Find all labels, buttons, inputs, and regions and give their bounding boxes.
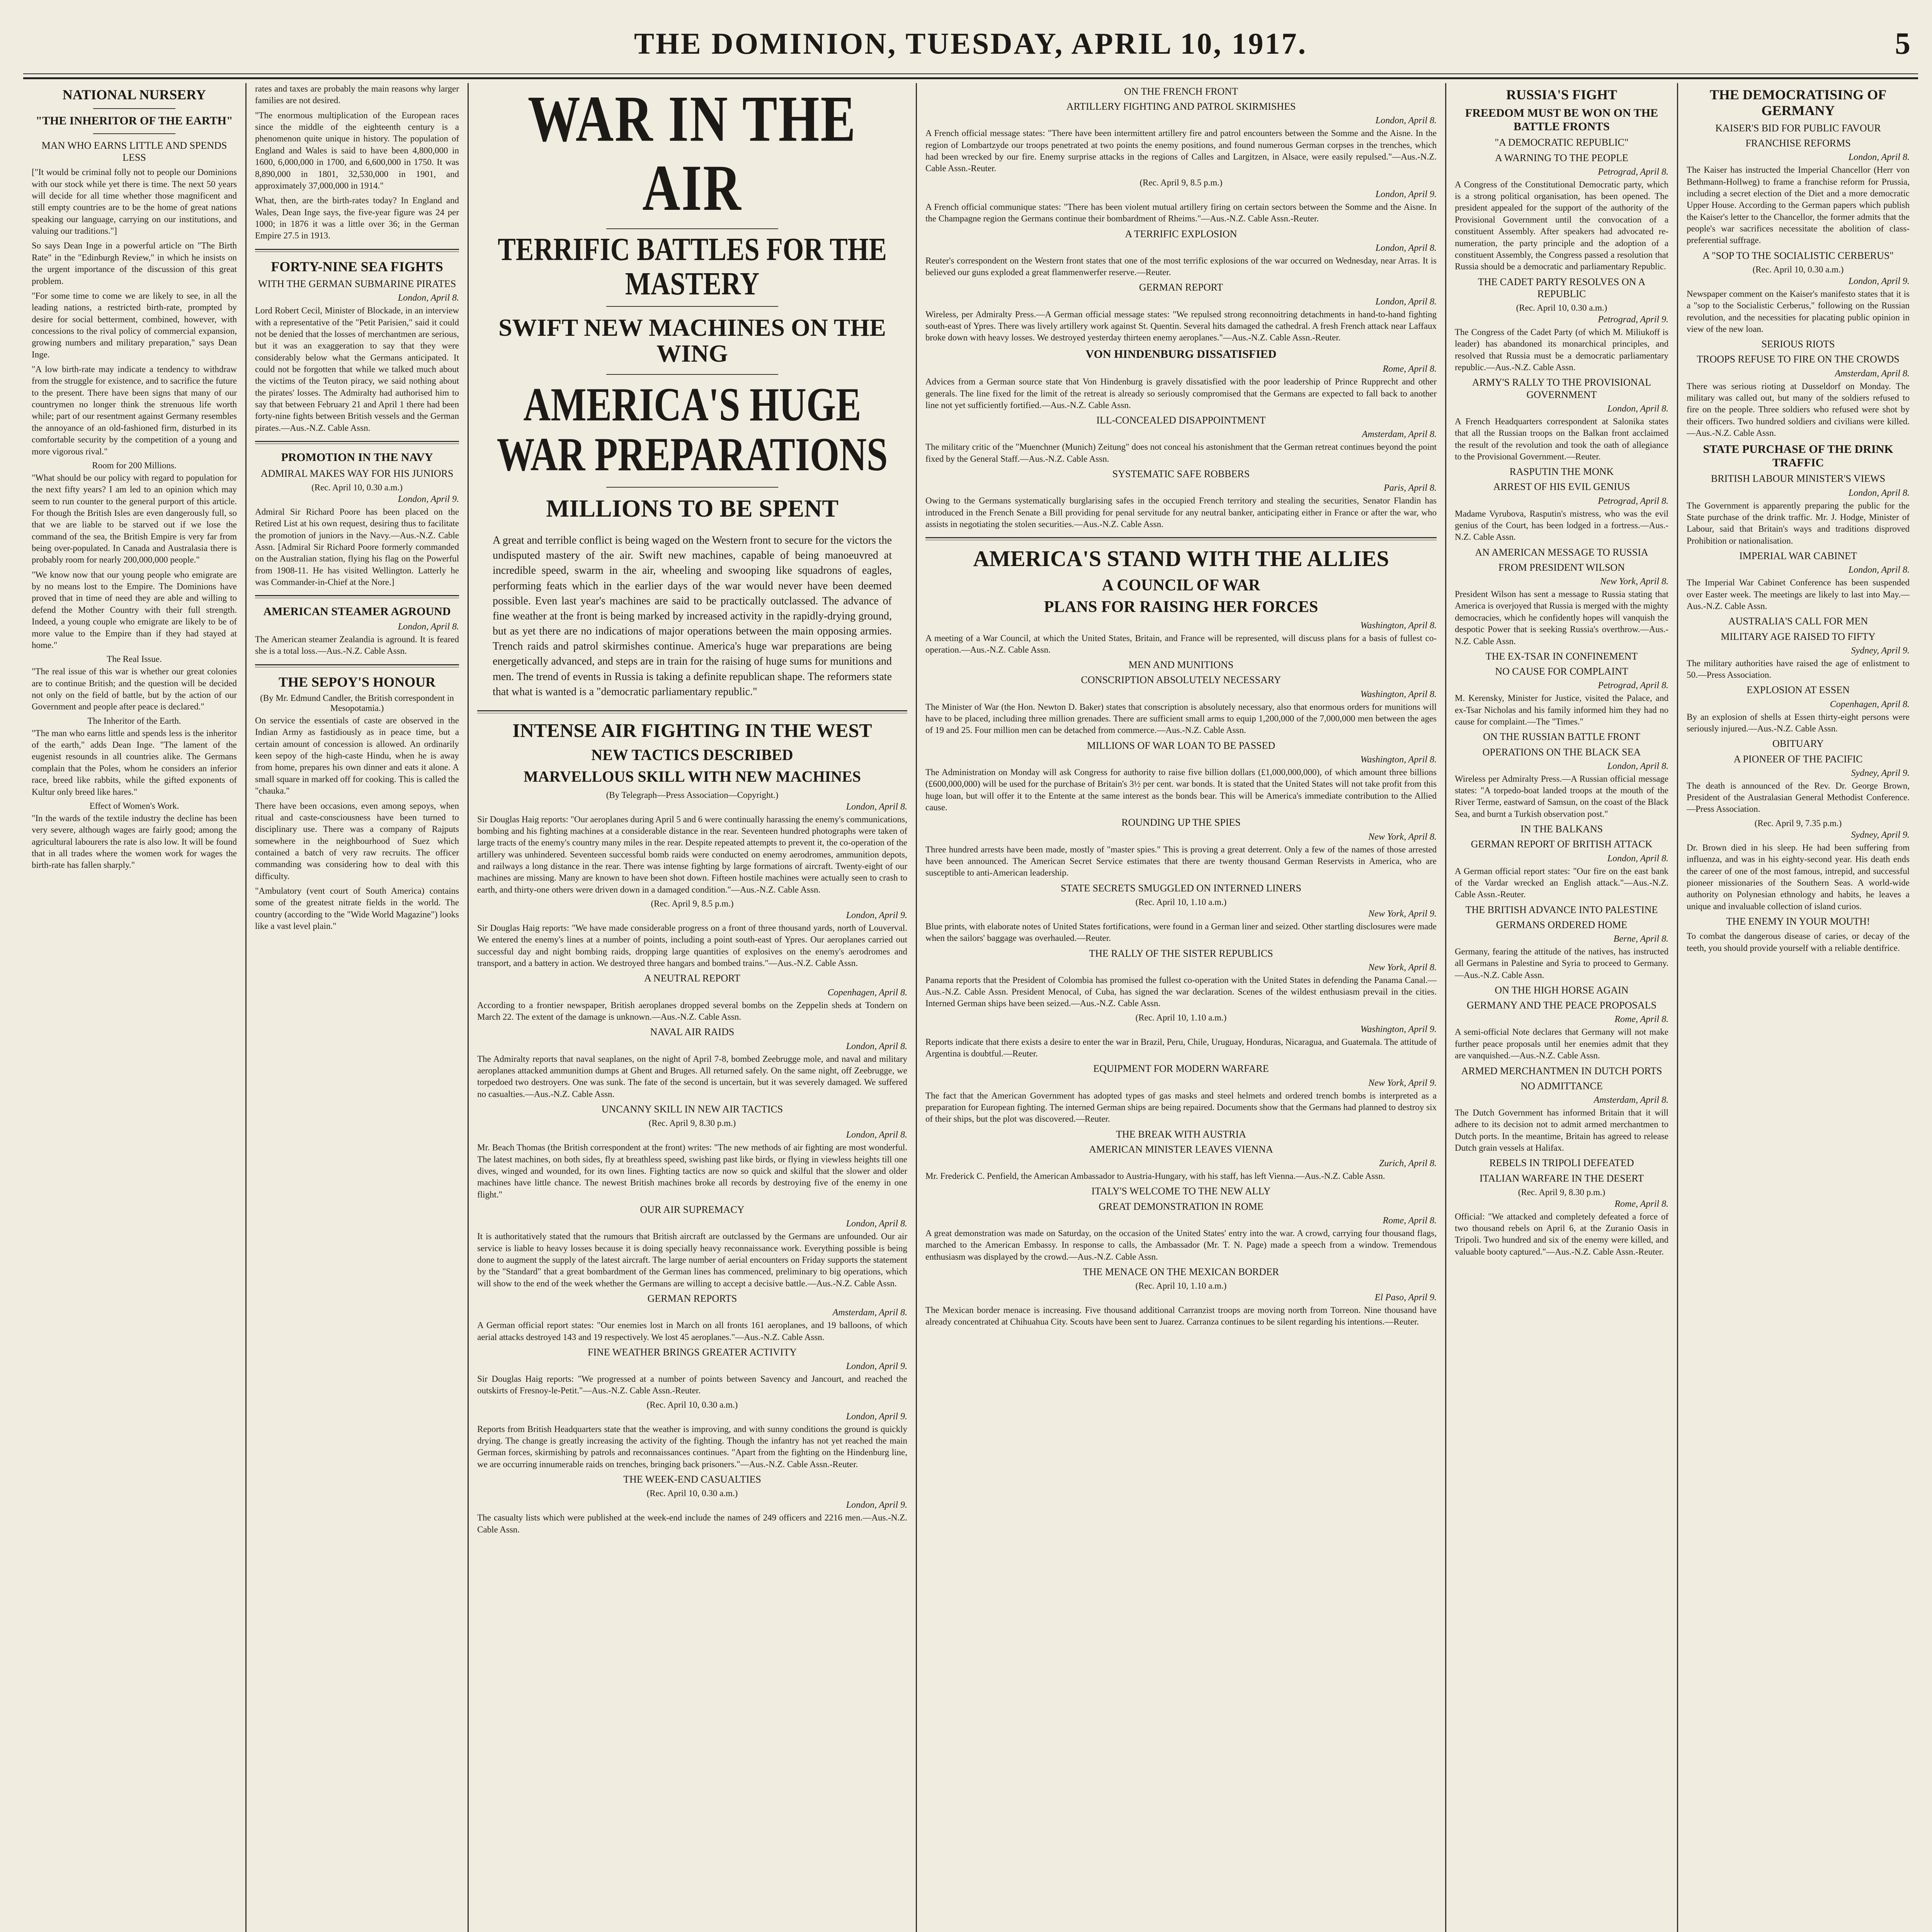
paragraph: Blue prints, with elaborate notes of United States fortifications, were found in a German liner and seized. Other startling disclosures were made when the sailors' baggage was overhauled.—Reuter. <box>925 921 1437 943</box>
dateline: Washington, April 8. <box>1360 754 1437 765</box>
paragraph: "The real issue of this war is whether our great colonies are to continue British; and the question will be decided not only on the field of battle, but by the action of our Government and people after peace is declared." <box>32 667 237 712</box>
subheadline: GERMAN REPORT <box>1139 282 1223 293</box>
divider <box>477 710 907 713</box>
dateline: El Paso, April 9. <box>1374 1293 1437 1303</box>
dateline: London, April 9. <box>846 1411 907 1422</box>
subheadline: GERMAN REPORTS <box>647 1293 737 1304</box>
subheadline: ARMED MERCHANTMEN IN DUTCH PORTS <box>1461 1065 1662 1077</box>
dateline: London, April 9. <box>1375 189 1437 199</box>
main-banner: WAR IN THE AIR <box>527 83 857 224</box>
copyright-note: (By Telegraph—Press Association—Copyright.) <box>606 790 779 800</box>
paragraph: Sir Douglas Haig reports: "Our aeroplanes during April 5 and 6 were continually harassing the enemy's communications, bombing and his fighting machines at a considerable distance in the rear. Seventeen hundred photographs were taken of large tracts of the enemy's country many miles in the rear. Despite repeated attempts to prevent it, the co-operation of the artillery was unhindered. Seventeen successful bomb raids were conducted on enemy aerodromes, ammunition depots, and railways a long distance in the rear. There was intense fighting by large formations of aircraft. Twenty-eight of our machines are missing. Many are known to have been shot down. Fifteen hostile machines were actually seen to crash to earth, and thirty-one others were driven down in a damaged condition."—Aus.-N.Z. Cable Assn. <box>477 814 907 895</box>
paragraph: Germany, fearing the attitude of the natives, has instructed all Germans in Palestine and Syria to proceed to Germany.—Aus.-N.Z. Cable Assn. <box>1455 946 1668 980</box>
dateline: Washington, April 8. <box>1360 689 1437 699</box>
subheadline: MAN WHO EARNS LITTLE AND SPENDS LESS <box>41 139 227 163</box>
subheadline: ON THE FRENCH FRONT <box>1124 86 1238 97</box>
paragraph: The military authorities have raised the age of enlistment to 50.—Press Association. <box>1687 658 1910 680</box>
headline: FORTY-NINE SEA FIGHTS <box>271 259 443 274</box>
subheadline: A "SOP TO THE SOCIALISTIC CERBERUS" <box>1702 250 1894 261</box>
columns <box>23 83 1918 1932</box>
subheadline: THE ENEMY IN YOUR MOUTH! <box>1726 915 1870 927</box>
dateline: London, April 8. <box>1607 403 1668 414</box>
dateline: London, April 8. <box>1848 565 1910 575</box>
dateline: Sydney, April 9. <box>1851 768 1910 778</box>
paragraph: By an explosion of shells at Essen thirty-eight persons were seriously injured.—Aus.-N.Z. Cable Assn. <box>1687 712 1910 733</box>
paragraph: The Imperial War Cabinet Conference has been suspended over Easter week. The meetings are likely to last into May.—Aus.-N.Z. Cable Assn. <box>1687 578 1910 611</box>
masthead-title: THE DOMINION, TUESDAY, APRIL 10, 1917. <box>634 27 1307 60</box>
paragraph: rates and taxes are probably the main reasons why larger families are not desired. <box>255 84 459 105</box>
subheadline: THE BRITISH ADVANCE INTO PALESTINE <box>1465 904 1658 915</box>
lead-summary: A great and terrible conflict is being waged on the Western front to secure for the victors the undisputed mastery of the air. Swift new machines, capable of being manoeuvred at incredible speed, swarm in the air, wheeling and swooping like squadrons of eagles, performing feats which in the earlier days of the war would never have been deemed possible. Even last year's machines are said to be practically outclassed. The advance of fine weather at the front is being marked by increased activity in the rapidly-drying ground, but as yet there are no indications of major operations between the main opposing armies. Trench raids and patrol skirmishes continue. America's huge war preparations are being energetically advanced, and steps are in train for the raising of huge sums for munitions and men. The trend of events in Russia is taking a definite republican shape. The reformers state that what is wanted is a "democratic parliamentary republic." <box>493 534 892 698</box>
subheadline: NO CAUSE FOR COMPLAINT <box>1495 666 1628 677</box>
subheadline: OPERATIONS ON THE BLACK SEA <box>1482 746 1641 758</box>
column-4 <box>916 83 1445 1932</box>
dateline: Berne, April 8. <box>1613 934 1668 944</box>
dateline: New York, April 9. <box>1368 1078 1437 1088</box>
paragraph: Reports indicate that there exists a desire to enter the war in Brazil, Peru, Chile, Uruguay, Honduras, Nicaragua, and Guatemala. The attitude of Argentina is doubtful.—Reuter. <box>925 1037 1437 1059</box>
dateline: Petrograd, April 8. <box>1598 496 1668 506</box>
subheadline: ARMY'S RALLY TO THE PROVISIONAL GOVERNMENT <box>1472 377 1651 400</box>
subheadline: KAISER'S BID FOR PUBLIC FAVOUR <box>1715 122 1881 134</box>
subheadline: FRANCHISE REFORMS <box>1745 137 1851 149</box>
paragraph: The casualty lists which were published at the week-end include the names of 249 officers and 2216 men.—Aus.-N.Z. Cable Assn. <box>477 1513 907 1534</box>
column-5 <box>1445 83 1677 1932</box>
subheadline: SYSTEMATIC SAFE ROBBERS <box>1112 468 1250 480</box>
paragraph: "The man who earns little and spends less is the inheritor of the earth," adds Dean Inge. "The lament of the eugenist resounds in all countries alike. The Germans complain that the Poles, whom he considers an inferior race, breed like rabbits, while the gifted exponents of Kultur only breed like hares." <box>32 728 237 797</box>
banner-subhead: SWIFT NEW MACHINES ON THE WING <box>498 313 886 367</box>
paragraph: M. Kerensky, Minister for Justice, visited the Palace, and ex-Tsar Nicholas and his family informed him they had no cause for complaint.—The "Times." <box>1455 693 1668 726</box>
subheadline: NO ADMITTANCE <box>1520 1080 1603 1092</box>
divider <box>606 228 778 229</box>
paragraph: The Minister of War (the Hon. Newton D. Baker) states that conscription is absolutely necessary, also that enormous orders for munitions will have to be placed, including three million grenades. There are sufficient small arms to equip 1,200,000 of the 7,000,000 men between the ages of 19 and 25. Four million men can be detached from commerce.—Aus.-N.Z. Cable Assn. <box>925 702 1437 735</box>
subheadline: CONSCRIPTION ABSOLUTELY NECESSARY <box>1081 674 1281 686</box>
divider <box>606 487 778 488</box>
subheadline: RASPUTIN THE MONK <box>1509 466 1614 478</box>
paragraph: The Government is apparently preparing the public for the State purchase of the drink traffic. Mr. J. Hodge, Minister of Labour, said that Britain's ways and traditions disproved Prohibition or nationalisation. <box>1687 500 1910 546</box>
subheadline: NAVAL AIR RAIDS <box>650 1026 735 1038</box>
subheadline: REBELS IN TRIPOLI DEFEATED <box>1489 1157 1634 1169</box>
dateline: Rome, April 8. <box>1383 1215 1437 1226</box>
dateline: London, April 8. <box>1375 243 1437 253</box>
paragraph: Reports from British Headquarters state that the weather is improving, and with sunny conditions the ground is quickly drying. The change is greatly increasing the activity of the fighting. Though the infantry has not yet reached the main German forces, skirmishing by patrols and reconnaissances continues. "Apart from the fighting on the Hindenburg line, we are occurring innumerable raids on trenches, bringing back prisoners."—Aus.-N.Z. Cable Assn.-Reuter. <box>477 1424 907 1469</box>
banner-subhead: TERRIFIC BATTLES FOR THE MASTERY <box>498 231 887 302</box>
subheadline: ARREST OF HIS EVIL GENIUS <box>1493 481 1630 493</box>
section-heading: The Real Issue. <box>107 654 162 664</box>
dateline: London, April 8. <box>846 801 907 812</box>
divider <box>925 537 1437 540</box>
subheadline: OUR AIR SUPREMACY <box>640 1204 745 1215</box>
subheadline: IMPERIAL WAR CABINET <box>1739 550 1857 562</box>
banner-subhead: PLANS FOR RAISING HER FORCES <box>1044 598 1318 616</box>
subheadline: THE EX-TSAR IN CONFINEMENT <box>1485 650 1638 662</box>
paragraph: Dr. Brown died in his sleep. He had been suffering from influenza, and was in his eighty-second year. His death ends the career of one of the most famous, intrepid, and successful pioneer missionaries of the Southern Seas. A world-wide authority on Polynesian ethnology and habits, he leaves a unique and invaluable collection of island curios. <box>1687 842 1910 911</box>
paragraph: A Congress of the Constitutional Democratic party, which is a strong political organisation, has been opened. The president appealed for the support of the authority of the Provisional Government until the convocation of a constituent Assembly. After speakers had advocated re-numeration, the party principle and the adoption of a constituent Assembly, the Congress passed a resolution that Russia should be a democratic and parliamentary Republic. <box>1455 179 1668 272</box>
paragraph: The military critic of the "Muenchner (Munich) Zeitung" does not conceal his astonishment that the German retreat continues beyond the point fixed by the General Staff.—Aus.-N.Z. Cable Assn. <box>925 442 1437 464</box>
dateline: Sydney, April 9. <box>1851 830 1910 840</box>
dateline: Zurich, April 8. <box>1379 1158 1437 1169</box>
subheadline: FROM PRESIDENT WILSON <box>1498 561 1625 573</box>
subheadline: THE RALLY OF THE SISTER REPUBLICS <box>1089 947 1273 959</box>
headline: NATIONAL NURSERY <box>62 87 206 102</box>
paragraph: "We know now that our young people who emigrate are by no means lost to the Empire. The Dominions have proved that in time of need they are able and willing to defend the Mother Country with their full strength. Indeed, a young couple who emigrate are likely to be of more value to the Empire than if they had stayed at home." <box>32 570 237 650</box>
divider <box>255 664 459 667</box>
dateline: London, April 9. <box>1848 276 1910 286</box>
dateline: Amsterdam, April 8. <box>832 1308 907 1318</box>
subheadline: A PIONEER OF THE PACIFIC <box>1733 753 1863 765</box>
subheadline: GERMANY AND THE PEACE PROPOSALS <box>1466 1000 1657 1011</box>
paragraph: "Ambulatory (vent court of South America) contains some of the greatest nitrate fields in the world. The country (according to the "Wide World Magazine") looks like a vast level plain." <box>255 886 459 931</box>
subheadline: BRITISH LABOUR MINISTER'S VIEWS <box>1711 473 1886 485</box>
paragraph: Mr. Frederick C. Penfield, the American Ambassador to Austria-Hungary, with his staff, has left Vienna.—Aus.-N.Z. Cable Assn. <box>925 1171 1385 1181</box>
dateline: London, April 9. <box>846 1361 907 1372</box>
subheadline: "THE INHERITOR OF THE EARTH" <box>36 114 233 128</box>
section-heading: Effect of Women's Work. <box>89 801 179 811</box>
paragraph: Panama reports that the President of Colombia has promised the fullest co-operation with the United States in defending the Panama Canal.—Aus.-N.Z. Cable Assn. President Menocal, of Cuba, has signed the war declaration. Scenes of the wildest enthusiasm prevail in the cities. Interned German ships have been seized.—Aus.-N.Z. Cable Assn. <box>925 975 1437 1009</box>
subheadline: MARVELLOUS SKILL WITH NEW MACHINES <box>524 767 861 785</box>
dateline: London, April 8. <box>1375 116 1437 126</box>
subheadline: "A DEMOCRATIC REPUBLIC" <box>1495 137 1629 148</box>
paragraph: Reuter's correspondent on the Western front states that one of the most terrific explosions of the war occurred on Wednesday, near Arras. It is believed our guns exploded a great flammenwerfer reserve.—Reuter. <box>925 255 1437 277</box>
masthead-rule <box>23 73 1918 74</box>
dateline: London, April 8. <box>846 1041 907 1051</box>
column-3 <box>468 83 916 1932</box>
paragraph: Sir Douglas Haig reports: "We have made considerable progress on a front of three thousand yards, north of Louverval. We entered the enemy's lines at a number of points, including a point south-east of Ypres. Our aeroplanes carried out successful day and night bombing raids, dropping large quantities of explosives on the enemy's aerodromes and transport, and a battery in action. We destroyed three hangars and bombed trains."—Aus.-N.Z. Cable Assn. <box>477 923 907 968</box>
paragraph: Lord Robert Cecil, Minister of Blockade, in an interview with a representative of the "Petit Parisien," said it could not be denied that the losses of merchantmen are serious, but it was an exaggeration to say that they were considerably below what the Germans anticipated. It could not be forgotten that while we talked much about the victims of the Teuton piracy, we said nothing about the pirates' losses. The Admiralty had authorised him to say that between February 21 and April 1 there had been forty-nine fights between British vessels and the German pirates.—Aus.-N.Z. Cable Assn. <box>255 306 459 433</box>
paragraph: So says Dean Inge in a powerful article on "The Birth Rate" in the "Edinburgh Review," in which he insists on the urgent importance of the discussion of this great problem. <box>32 241 237 286</box>
headline: THE SEPOY'S HONOUR <box>278 674 436 690</box>
paragraph: "A low birth-rate may indicate a tendency to withdraw from the struggle for existence, and to sacrifice the future to the present. There have been signs that many of our countrymen no longer think the strenuous life worth while; part of our resentment against Germany resembles the annoyance of an old-fashioned firm, disturbed in its comfortable security by the competition of a young and more vigorous rival." <box>32 364 237 456</box>
paragraph: It is authoritatively stated that the rumours that British aircraft are outclassed by the Germans are unfounded. Our air service is liable to heavy losses because it is doing specially heavy reconnaissance work. Everything possible is being done to augment the supply of the latest aircraft. The large number of aerial encounters on Friday supports the statement by the "Standard" that a great bombardment of the German lines has commenced, preliminary to big operations, which will show to the end of the week whether the Germans are willing to accept a decisive battle.—Aus.-N.Z. Cable Assn. <box>477 1231 907 1288</box>
headline: INTENSE AIR FIGHTING IN THE WEST <box>512 719 872 741</box>
subheadline: ITALIAN WARFARE IN THE DESERT <box>1479 1172 1644 1184</box>
paragraph: A German official report states: "Our fire on the east bank of the Vardar wrecked an English attack."—Aus.-N.Z. Cable Assn.-Reuter. <box>1455 866 1668 900</box>
banner-headline: AMERICA'S STAND WITH THE ALLIES <box>973 546 1389 571</box>
subheadline: THE WEEK-END CASUALTIES <box>623 1474 761 1485</box>
subheadline: ON THE RUSSIAN BATTLE FRONT <box>1483 731 1640 743</box>
received-note: (Rec. April 9, 7.35 p.m.) <box>1754 818 1842 828</box>
subheadline: EXPLOSION AT ESSEN <box>1747 684 1850 696</box>
paragraph: The Dutch Government has informed Britain that it will adhere to its decision not to admit armed merchantmen to Dutch ports. In the meantime, Britain has agreed to release Dutch grain vessels at Halifax. <box>1455 1107 1668 1153</box>
paragraph: "What should be our policy with regard to population for the next fifty years? I am led to an opinion which may seem to run counter to the general purport of this article. For though the British Isles are even dangerously full, so that we are liable to be starved out if we lose the command of the sea, the British Empire is very far from being over-populated. In Canada and Australasia there is probably room for nearly 200,000,000 people." <box>32 473 237 565</box>
subheadline: AN AMERICAN MESSAGE TO RUSSIA <box>1475 546 1648 558</box>
subheadline: THE CADET PARTY RESOLVES ON A REPUBLIC <box>1478 276 1646 299</box>
paragraph: A semi-official Note declares that Germany will not make further peace proposals until her enemies admit that they are vanquished.—Aus.-N.Z. Cable Assn. <box>1455 1027 1668 1061</box>
subheadline: IN THE BALKANS <box>1520 823 1603 835</box>
received-note: (Rec. April 9, 8.30 p.m.) <box>648 1118 736 1128</box>
banner-subhead: A COUNCIL OF WAR <box>1102 577 1260 595</box>
paragraph: The fact that the American Government has adopted types of gas masks and steel helmets and ordered trench bombs is interpreted as a preparation for European fighting. The interned German ships are being repaired. Documents show that the Germans had planned to destroy six of their ships, but the plot was discovered.—Reuter. <box>925 1090 1437 1124</box>
subheadline: OBITUARY <box>1772 738 1824 750</box>
dateline: New York, April 8. <box>1600 577 1668 587</box>
headline: STATE PURCHASE OF THE DRINK TRAFFIC <box>1703 443 1893 469</box>
column-6 <box>1677 83 1918 1932</box>
paragraph: Owing to the Germans systematically burglarising safes in the occupied French territory and stealing the securities, Senator Flandin has introduced in the French Senate a Bill providing for penal servitude for any neutral banker, anticipating either in France or after the war, who assists in negotiating the stolen securities.—Aus.-N.Z. Cable Assn. <box>925 496 1437 529</box>
dateline: Sydney, April 9. <box>1851 645 1910 656</box>
paragraph: Admiral Sir Richard Poore has been placed on the Retired List at his own request, desiring thus to facilitate the promotion of juniors in the Navy.—Aus.-N.Z. Cable Assn. [Admiral Sir Richard Poore formerly commanded on the Australian station, flying his flag on the Powerful from 1908-11. He has visited Wellington. Latterly he was Commander-in-Chief at the Nore.] <box>255 507 459 587</box>
paragraph: The Congress of the Cadet Party (of which M. Miliukoff is leader) has abandoned its monarchical principles, and resolved that Russia must be a democratic parliamentary republic.—Aus.-N.Z. Cable Assn. <box>1455 327 1668 372</box>
dateline: London, April 8. <box>1607 761 1668 771</box>
paragraph: What, then, are the birth-rates today? In England and Wales, Dean Inge says, the five-year figure was 24 per 1000; in 1876 it was a little over 36; in the German Empire 27.5 in 1913. <box>255 196 459 241</box>
subheadline: SERIOUS RIOTS <box>1761 338 1835 350</box>
paragraph: A German official report states: "Our enemies lost in March on all fronts 161 aeroplanes, and 19 balloons, of which aerial attacks destroyed 143 and 19 respectively. We lost 45 aeroplanes."—Aus.-N.Z. Cable Assn. <box>477 1320 907 1342</box>
paragraph: Sir Douglas Haig reports: "We progressed at a number of points between Savency and Jancourt, and reached the outskirts of Fresnoy-le-Petit."—Aus.-N.Z. Cable Assn.-Reuter. <box>477 1374 907 1396</box>
dateline: London, April 8. <box>398 293 459 303</box>
paragraph: "For some time to come we are likely to see, in all the leading nations, a restricted birth-rate, prompted by desire for social betterment, combined, however, with concessions to the rival policy of commercial expansion, growing numbers and military preparation," says Dean Inge. <box>32 291 237 359</box>
subheadline: MEN AND MUNITIONS <box>1128 659 1234 671</box>
banner-headline: AMERICA'S HUGE WAR PREPARATIONS <box>497 379 888 481</box>
headline: THE DEMOCRATISING OF GERMANY <box>1709 87 1887 119</box>
divider <box>255 595 459 598</box>
dateline: Washington, April 8. <box>1360 620 1437 631</box>
dateline: London, April 9. <box>846 1500 907 1510</box>
paragraph: There was serious rioting at Dusseldorf on Monday. The military was called out, but many of the soldiers refused to fire on the people. Three soldiers who refused were shot by their officers. Two hundred soldiers and civilians were killed.—Aus.-N.Z. Cable Assn. <box>1687 381 1910 438</box>
received-note: (Rec. April 9, 8.30 p.m.) <box>1518 1187 1605 1197</box>
subheadline: UNCANNY SKILL IN NEW AIR TACTICS <box>601 1103 783 1115</box>
paragraph: There have been occasions, even among sepoys, when ritual and caste-consciousness have been turned to disciplinary use. There was a company of Rajputs somewhere in the neighbourhood of Suez which contained a batch of very raw recruits. The officer commanding was considering how to deal with this difficulty. <box>255 801 459 881</box>
subheadline: THE MENACE ON THE MEXICAN BORDER <box>1083 1266 1279 1277</box>
subheadline: ILL-CONCEALED DISAPPOINTMENT <box>1096 415 1266 426</box>
subheadline: ITALY'S WELCOME TO THE NEW ALLY <box>1091 1185 1271 1197</box>
received-note: (Rec. April 10, 0.30 a.m.) <box>1752 264 1844 274</box>
subheadline: ON THE HIGH HORSE AGAIN <box>1495 985 1629 996</box>
received-note: (Rec. April 10, 0.30 a.m.) <box>646 1488 738 1498</box>
dateline: London, April 8. <box>1375 296 1437 307</box>
divider <box>93 108 175 109</box>
subheadline: GERMANS ORDERED HOME <box>1496 919 1628 930</box>
dateline: London, April 9. <box>846 910 907 921</box>
dateline: New York, April 8. <box>1368 832 1437 842</box>
paragraph: The American steamer Zealandia is aground. It is feared she is a total loss.—Aus.-N.Z. Cable Assn. <box>255 634 459 656</box>
divider <box>255 249 459 252</box>
dateline: London, April 8. <box>398 621 459 632</box>
subheadline: AMERICAN MINISTER LEAVES VIENNA <box>1089 1143 1273 1155</box>
subheadline: GERMAN REPORT OF BRITISH ATTACK <box>1471 838 1653 850</box>
subheadline: THE BREAK WITH AUSTRIA <box>1116 1128 1246 1140</box>
headline: AMERICAN STEAMER AGROUND <box>263 605 451 618</box>
subheadline: MILITARY AGE RAISED TO FIFTY <box>1721 631 1876 642</box>
subheadline: ADMIRAL MAKES WAY FOR HIS JUNIORS <box>260 468 454 479</box>
paragraph: Madame Vyrubova, Rasputin's mistress, who was the evil genius of the Court, has been lodged in a fortress.—Aus.-N.Z. Cable Assn. <box>1455 509 1668 542</box>
page-number: 5 <box>1895 27 1910 61</box>
paragraph: A French Headquarters correspondent at Salonika states that all the Russian troops on the Balkan front acclaimed the result of the revolution and took the oath of allegiance to the Provisional Government.—Reuter. <box>1455 416 1668 461</box>
subheadline: GREAT DEMONSTRATION IN ROME <box>1099 1201 1264 1212</box>
subheadline: ARTILLERY FIGHTING AND PATROL SKIRMISHES <box>1066 101 1296 112</box>
paragraph: A great demonstration was made on Saturday, on the occasion of the United States' entry into the war. A crowd, carrying four thousand flags, marched to the American Embassy. In response to calls, the Ambassador (Mr. T. N. Page) made a speech from a window. Tremendous enthusiasm was displayed by the crowd.—Aus.-N.Z. Cable Assn. <box>925 1228 1437 1262</box>
received-note: (Rec. April 10, 1.10 a.m.) <box>1135 1012 1227 1022</box>
received-note: (Rec. April 9, 8.5 p.m.) <box>1139 177 1223 187</box>
byline: (By Mr. Edmund Candler, the British correspondent in Mesopotamia.) <box>260 693 454 713</box>
paragraph: A meeting of a War Council, at which the United States, Britain, and France will be represented, will discuss plans for a basis of fullest co-operation.—Aus.-N.Z. Cable Assn. <box>925 633 1437 655</box>
paragraph: The Admiralty reports that naval seaplanes, on the night of April 7-8, bombed Zeebrugge mole, and naval and military aeroplanes attacked ammunition dumps at Ghent and Bruges. All returned safely. On the same night, off Zeebrugge, we torpedoed two destroyers. One was sunk. The fate of the second is uncertain, but it was severely damaged. We suffered no casualties.—Aus.-N.Z. Cable Assn. <box>477 1054 907 1099</box>
section-heading: The Inheritor of the Earth. <box>87 716 181 726</box>
paragraph: Newspaper comment on the Kaiser's manifesto states that it is a "sop to the Socialistic Cerberus," following on the Russian revolution, and the necessities for placating public opinion in view of the new loan. <box>1687 289 1910 334</box>
divider <box>606 374 778 375</box>
dateline: New York, April 9. <box>1368 908 1437 919</box>
received-note: (Rec. April 10, 1.10 a.m.) <box>1135 897 1227 907</box>
paragraph: The Administration on Monday will ask Congress for authority to raise five billion dollars (£1,000,000,000), of which amount three billions (£600,000,000) will be used for the purchase of Britain's 3½ per cent. war bonds. It is stated that the United States will not take profit from this huge loan, but will offer it to the Entente at the same interest as the bonds bear. This will be America's immediate contribution to the Allied cause. <box>925 767 1437 812</box>
subheadline: TROOPS REFUSE TO FIRE ON THE CROWDS <box>1697 354 1900 365</box>
dateline: Amsterdam, April 8. <box>1835 368 1910 379</box>
paragraph: Mr. Beach Thomas (the British correspondent at the front) writes: "The new methods of air fighting are most wonderful. The latest machines, on both sides, fly at breathless speed, swishing past like birds, or flying in viewless heights till one dives, winged and wounded, for its own lines. Fighting tactics are now so quick and skilful that the slower and older machines have little chance. The newest British machines broke all records by destroying five of the enemy in one flight." <box>477 1143 907 1199</box>
dateline: London, April 8. <box>1848 152 1910 163</box>
dateline: Copenhagen, April 8. <box>827 987 907 998</box>
paragraph: The death is announced of the Rev. Dr. George Brown, President of the Australasian General Methodist Conference.—Press Association. <box>1687 781 1910 814</box>
paragraph: Advices from a German source state that Von Hindenburg is gravely dissatisfied with the poor leadership of Prince Rupprecht and other generals. The line fixed for the limit of the retreat is already so seriously compromised that the Germans are expected to fall back to another line not yet sufficiently fortified.—Aus.-N.Z. Cable Assn. <box>925 377 1437 410</box>
paragraph: The Kaiser has instructed the Imperial Chancellor (Herr von Bethmann-Hollweg) to frame a franchise reform for Prussia, including a secret election of the Diet and a more democratic Upper House. According to the German papers which publish the Kaiser's letter to the Chancellor, the former admits that the people's war sacrifices necessitate the abolition of class-preferential suffrage. <box>1687 165 1910 245</box>
dateline: London, April 8. <box>1848 488 1910 498</box>
banner-subhead: MILLIONS TO BE SPENT <box>546 494 838 522</box>
masthead <box>23 19 1918 79</box>
subheadline: FINE WEATHER BRINGS GREATER ACTIVITY <box>587 1346 797 1358</box>
received-note: (Rec. April 10, 0.30 a.m.) <box>1516 303 1607 313</box>
paragraph: The Mexican border menace is increasing. Five thousand additional Carranzist troops are moving north from Torreon. Nine thousand have already concentrated at Chihuahua City. Scouts have been sent to Juarez. Carranza continues to be silent regarding his intentions.—Reuter. <box>925 1305 1437 1327</box>
subheadline: STATE SECRETS SMUGGLED ON INTERNED LINERS <box>1061 882 1301 894</box>
headline: PROMOTION IN THE NAVY <box>281 451 433 464</box>
section-heading: Room for 200 Millions. <box>92 460 177 470</box>
dateline: London, April 9. <box>398 494 459 504</box>
dateline: New York, April 8. <box>1368 962 1437 973</box>
subheadline: A NEUTRAL REPORT <box>644 973 740 984</box>
paragraph: "The enormous multiplication of the European races since the middle of the eighteenth century is a phenomenon quite unique in history. The population of England and Wales is said to have been 4,800,000 in 1600, 6,000,000 in 1700, and 6,600,000 in 1750. It was 8,890,000 in 1801, 32,530,000 in 1901, and approximately 37,000,000 in 1914." <box>255 110 459 190</box>
paragraph: To combat the dangerous disease of caries, or decay of the teeth, you should provide yourself with a reliable dentifrice. <box>1687 931 1910 953</box>
paragraph: ["It would be criminal folly not to people our Dominions with our stock while yet there is time. The next 50 years will decide for all time whether those magnificent and still empty countries are to be the home of great nations speaking our language, carrying on our institutions, and valuing our traditions."] <box>32 167 237 236</box>
dateline: Copenhagen, April 8. <box>1830 699 1910 709</box>
paragraph: Official: "We attacked and completely defeated a force of two thousand rebels on April 6, at the Zuranio Oasis in Tripoli. Two hundred and six of the enemy were killed, and valuable booty captured."—Aus.-N.Z. Cable Assn.-Reuter. <box>1455 1211 1668 1257</box>
paragraph: Wireless, per Admiralty Press.—A German official message states: "We repulsed strong reconnoitring detachments in hand-to-hand fighting south-east of Ypres. There was lively artillery work against St. Quentin. Several hits damaged the cathedral. A fresh French attack near Laffaux broke down with heavy losses. We destroyed yesterday thirteen enemy aeroplanes."—Aus.-N.Z. Cable Assn.-Reuter. <box>925 309 1437 343</box>
received-note: (Rec. April 10, 0.30 a.m.) <box>311 482 403 492</box>
dateline: Amsterdam, April 8. <box>1594 1095 1668 1105</box>
received-note: (Rec. April 10, 1.10 a.m.) <box>1135 1281 1227 1291</box>
subheadline: AUSTRALIA'S CALL FOR MEN <box>1728 616 1868 627</box>
subheadline: MILLIONS OF WAR LOAN TO BE PASSED <box>1087 740 1276 751</box>
dateline: Rome, April 8. <box>1614 1199 1668 1209</box>
paragraph: According to a frontier newspaper, British aeroplanes dropped several bombs on the Zeppelin sheds at Tondern on March 22. The extent of the damage is unknown.—Aus.-N.Z. Cable Assn. <box>477 1000 907 1022</box>
paragraph: Wireless per Admiralty Press.—A Russian official message states: "A torpedo-boat landed troops at the mouth of the River Terme, eastward of Samsun, on the coast of the Black Sea, and burnt a Turkish observation post." <box>1455 774 1668 819</box>
dateline: Washington, April 9. <box>1360 1024 1437 1034</box>
dateline: Petrograd, April 8. <box>1598 167 1668 177</box>
paragraph: A French official message states: "There have been intermittent artillery fire and patrol encounters between the Somme and the Aisne. In the region of Lombartzyde our troops penetrated at two points the enemy positions, and found numerous German corpses in the trenches, which had been wrecked by our fire. Enemy surprise attacks in the regions of Calles and Largitzen, in Alsace, were easily repulsed."—Aus.-N.Z. Cable Assn.-Reuter. <box>925 128 1437 173</box>
column-1 <box>23 83 245 1932</box>
dateline: Rome, April 8. <box>1383 364 1437 374</box>
subheadline: A WARNING TO THE PEOPLE <box>1495 152 1628 163</box>
dateline: Rome, April 8. <box>1614 1014 1668 1025</box>
dateline: Petrograd, April 9. <box>1598 315 1668 325</box>
dateline: Petrograd, April 8. <box>1598 680 1668 691</box>
divider <box>93 133 175 134</box>
paragraph: A French official communique states: "There has been violent mutual artillery firing on certain sectors between the Somme and the Aisne. In the Champagne region the Germans continue their bombardment of Rheims."—Aus.-N.Z. Cable Assn.-Reuter. <box>925 202 1437 224</box>
dateline: London, April 8. <box>846 1130 907 1140</box>
subheadline: NEW TACTICS DESCRIBED <box>591 746 793 764</box>
received-note: (Rec. April 10, 0.30 a.m.) <box>646 1400 738 1410</box>
received-note: (Rec. April 9, 8.5 p.m.) <box>651 899 734 909</box>
paragraph: Three hundred arrests have been made, mostly of "master spies." This is proving a great deterrent. Only a few of the names of those arrested have been announced. The American Secret Service estimates that there are twenty thousand German Reservists in America, who are susceptible to anti-American leadership. <box>925 844 1437 878</box>
paragraph: President Wilson has sent a message to Russia stating that America is overjoyed that Russia is merged with the mighty democracies, which he confidently hopes will vanquish the despotic Power that is seeking Russia's overthrow.—Aus.-N.Z. Cable Assn. <box>1455 589 1668 646</box>
headline: RUSSIA'S FIGHT <box>1506 87 1617 102</box>
paragraph: On service the essentials of caste are observed in the Indian Army as fastidiously as in peace time, but a certain amount of concession is allowed. An ordinarily keen sepoy of the high-caste Hindu, when he is away from home, prepares his own dinner and eats it alone. A small square in marked off for cooking. This is called the "chauka." <box>255 716 459 796</box>
subheadline: FREEDOM MUST BE WON ON THE BATTLE FRONTS <box>1465 107 1658 133</box>
subheadline: ROUNDING UP THE SPIES <box>1121 817 1241 828</box>
dateline: Paris, April 8. <box>1384 483 1437 493</box>
subheadline: WITH THE GERMAN SUBMARINE PIRATES <box>258 278 456 290</box>
dateline: London, April 8. <box>846 1219 907 1229</box>
column-2 <box>245 83 468 1932</box>
subheadline: EQUIPMENT FOR MODERN WARFARE <box>1093 1063 1269 1075</box>
subheadline: A TERRIFIC EXPLOSION <box>1125 228 1237 240</box>
divider <box>255 441 459 444</box>
dateline: Amsterdam, April 8. <box>1362 429 1437 440</box>
headline: VON HINDENBURG DISSATISFIED <box>1085 347 1277 361</box>
divider <box>606 306 778 307</box>
dateline: London, April 8. <box>1607 853 1668 864</box>
paragraph: "In the wards of the textile industry the decline has been very severe, although wages are fairly good; among the agricultural labourers the rate is also low. It will be found that in all trades where the women work for wages the birth-rate has fallen sharply." <box>32 813 237 870</box>
